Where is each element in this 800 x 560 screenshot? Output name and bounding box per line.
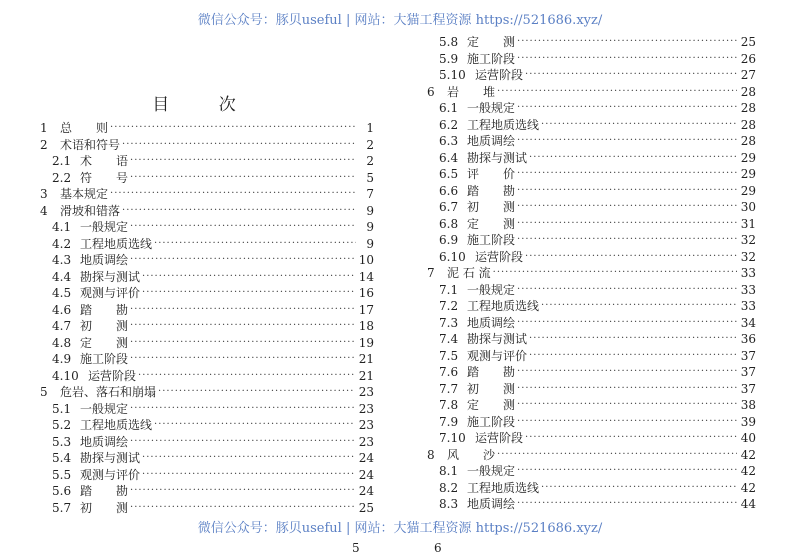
toc-entry-number: 5.5 [52, 467, 72, 482]
toc-entry-label: 观测与评价 [80, 467, 141, 482]
toc-entry-number: 4 [40, 203, 48, 218]
toc-entry-page: 27 [740, 68, 756, 83]
toc-entry-page: 28 [740, 117, 756, 132]
toc-title: 目 次 [152, 95, 258, 115]
toc-entry-number: 4.3 [52, 253, 72, 268]
toc-entry-label: 地质调绘 [467, 315, 516, 330]
toc-entry-page: 28 [740, 134, 756, 149]
dot-leader [142, 285, 355, 301]
toc-entry[interactable] [40, 285, 374, 302]
toc-entry-label: 初 测 [467, 381, 516, 396]
toc-entry-page: 37 [740, 348, 756, 363]
toc-entry-number: 4.10 [52, 368, 79, 383]
toc-entry-number: 1 [40, 121, 48, 136]
toc-entry-number: 5.2 [52, 418, 72, 433]
toc-entry-label: 初 测 [80, 319, 129, 334]
toc-entry-number: 7.4 [439, 332, 459, 347]
dot-leader [517, 216, 737, 232]
toc-entry-page: 37 [740, 365, 756, 380]
toc-entry-label: 工程地质选线 [467, 117, 540, 132]
toc-entry-number: 7.6 [439, 365, 459, 380]
toc-entry-label: 泥 石 流 [447, 266, 491, 281]
toc-entry-page: 9 [366, 220, 374, 235]
dot-leader [517, 397, 737, 413]
toc-entry[interactable] [427, 430, 756, 447]
toc-entry-label: 滑坡和错落 [60, 203, 121, 218]
dot-leader [497, 447, 737, 463]
toc-entry-number: 4.5 [52, 286, 72, 301]
toc-entry[interactable] [427, 364, 756, 381]
page-number-right: 6 [434, 541, 442, 555]
toc-entry[interactable] [427, 34, 756, 51]
dot-leader [110, 186, 356, 202]
dot-leader [541, 480, 737, 496]
toc-entry[interactable] [40, 467, 374, 484]
toc-entry-page: 23 [358, 385, 374, 400]
dot-leader [142, 467, 355, 483]
toc-entry-number: 8.2 [439, 480, 459, 495]
dot-leader [493, 265, 737, 281]
toc-entry[interactable] [427, 282, 756, 299]
toc-entry-number: 7.2 [439, 299, 459, 314]
toc-entry-page: 17 [358, 302, 374, 317]
toc-entry[interactable] [427, 249, 756, 266]
toc-entry[interactable] [427, 67, 756, 84]
toc-entry-label: 运营阶段 [88, 368, 137, 383]
dot-leader [517, 496, 737, 512]
toc-entry-number: 5.7 [52, 500, 72, 515]
toc-entry[interactable] [427, 199, 756, 216]
toc-entry-page: 1 [366, 121, 374, 136]
dot-leader [517, 34, 737, 50]
toc-entry-label: 定 测 [467, 398, 516, 413]
toc-entry[interactable] [427, 84, 756, 101]
dot-leader [130, 170, 356, 186]
toc-entry-number: 7.3 [439, 315, 459, 330]
toc-entry-label: 工程地质选线 [467, 299, 540, 314]
toc-entry[interactable] [427, 183, 756, 200]
toc-entry-number: 2 [40, 137, 48, 152]
toc-entry-page: 16 [358, 286, 374, 301]
toc-entry-label: 施工阶段 [80, 352, 129, 367]
toc-entry[interactable] [40, 252, 374, 269]
toc-entry[interactable] [427, 265, 756, 282]
toc-entry-label: 运营阶段 [475, 249, 524, 264]
toc-entry-number: 6.10 [439, 249, 466, 264]
toc-entry-label: 地质调绘 [80, 434, 129, 449]
toc-entry-number: 4.6 [52, 302, 72, 317]
toc-entry-page: 28 [740, 101, 756, 116]
toc-entry-label: 基本规定 [60, 187, 109, 202]
toc-entry-label: 施工阶段 [467, 414, 516, 429]
dot-leader [130, 252, 355, 268]
toc-entry-label: 施工阶段 [467, 51, 516, 66]
toc-entry-page: 29 [740, 150, 756, 165]
toc-entry-page: 14 [358, 269, 374, 284]
toc-entry-number: 4.7 [52, 319, 72, 334]
toc-entry-page: 39 [740, 414, 756, 429]
toc-entry-page: 25 [358, 500, 374, 515]
dot-leader [130, 483, 355, 499]
toc-entry-number: 6.6 [439, 183, 459, 198]
toc-entry[interactable] [427, 331, 756, 348]
toc-entry-number: 2.1 [52, 154, 72, 169]
dot-leader [529, 348, 737, 364]
toc-entry-number: 7.5 [439, 348, 459, 363]
toc-entry-label: 踏 勘 [80, 302, 129, 317]
toc-entry-number: 4.4 [52, 269, 72, 284]
toc-entry-number: 5.3 [52, 434, 72, 449]
toc-entry-page: 37 [740, 381, 756, 396]
toc-entry[interactable] [40, 170, 374, 187]
toc-right-page [427, 34, 756, 513]
dot-leader [130, 335, 355, 351]
toc-entry-number: 5.6 [52, 484, 72, 499]
dot-leader [525, 430, 737, 446]
toc-entry-label: 危岩、落石和崩塌 [60, 385, 157, 400]
toc-entry[interactable] [427, 100, 756, 117]
toc-entry-number: 6.8 [439, 216, 459, 231]
dot-leader [517, 133, 737, 149]
toc-entry[interactable] [40, 500, 374, 517]
toc-entry-page: 21 [358, 368, 374, 383]
watermark-top: 微信公众号：豚贝useful | 网站：大猫工程资源 https://521686.xyz/ [197, 13, 603, 28]
dot-leader [130, 351, 355, 367]
toc-entry[interactable] [427, 232, 756, 249]
dot-leader [138, 368, 355, 384]
toc-entry-label: 术 语 [80, 154, 129, 169]
toc-entry[interactable] [427, 51, 756, 68]
toc-entry-page: 24 [358, 467, 374, 482]
toc-entry[interactable] [427, 447, 756, 464]
toc-entry-number: 4.1 [52, 220, 72, 235]
toc-entry-label: 勘探与测试 [80, 269, 141, 284]
toc-entry-page: 24 [358, 451, 374, 466]
toc-entry-page: 36 [740, 332, 756, 347]
dot-leader [130, 219, 356, 235]
dot-leader [517, 199, 737, 215]
toc-entry-page: 31 [740, 216, 756, 231]
toc-entry-label: 勘探与测试 [467, 332, 528, 347]
dot-leader [130, 401, 355, 417]
toc-entry-page: 23 [358, 434, 374, 449]
toc-entry-page: 25 [740, 35, 756, 50]
dot-leader [130, 302, 355, 318]
dot-leader [541, 298, 737, 314]
toc-entry-number: 7.10 [439, 431, 466, 446]
toc-entry-page: 42 [740, 464, 756, 479]
toc-entry[interactable] [427, 414, 756, 431]
toc-entry-number: 5.8 [439, 35, 459, 50]
dot-leader [154, 417, 355, 433]
toc-entry-number: 3 [40, 187, 48, 202]
toc-entry-label: 踏 勘 [80, 484, 129, 499]
toc-entry[interactable] [427, 166, 756, 183]
toc-entry-label: 评 价 [467, 167, 516, 182]
toc-entry-number: 7.9 [439, 414, 459, 429]
toc-entry-page: 40 [740, 431, 756, 446]
toc-entry-page: 18 [358, 319, 374, 334]
toc-entry-page: 32 [740, 233, 756, 248]
toc-entry-page: 24 [358, 484, 374, 499]
toc-entry[interactable] [40, 483, 374, 500]
toc-entry-number: 5.10 [439, 68, 466, 83]
toc-entry-number: 7.1 [439, 282, 459, 297]
toc-entry-number: 8 [427, 447, 435, 462]
toc-entry-page: 5 [366, 170, 374, 185]
dot-leader [517, 364, 737, 380]
toc-entry-page: 26 [740, 51, 756, 66]
toc-entry-label: 一般规定 [467, 282, 516, 297]
toc-entry-label: 勘探与测试 [467, 150, 528, 165]
toc-entry-number: 6.5 [439, 167, 459, 182]
dot-leader [517, 166, 737, 182]
toc-entry-label: 地质调绘 [467, 134, 516, 149]
toc-entry-label: 运营阶段 [475, 68, 524, 83]
toc-entry-page: 9 [366, 236, 374, 251]
toc-entry[interactable] [40, 120, 374, 137]
watermark-bottom: 微信公众号：豚贝useful | 网站：大猫工程资源 https://521686.xyz/ [197, 521, 603, 536]
toc-entry-page: 33 [740, 266, 756, 281]
toc-entry[interactable] [40, 186, 374, 203]
toc-entry-label: 地质调绘 [80, 253, 129, 268]
toc-entry-label: 地质调绘 [467, 497, 516, 512]
toc-entry-label: 运营阶段 [475, 431, 524, 446]
toc-entry-page: 23 [358, 401, 374, 416]
toc-entry-label: 观测与评价 [467, 348, 528, 363]
toc-entry[interactable] [40, 137, 374, 154]
toc-entry-number: 5.4 [52, 451, 72, 466]
toc-entry-label: 一般规定 [467, 464, 516, 479]
page-number-left: 5 [352, 541, 360, 555]
dot-leader [158, 384, 355, 400]
toc-entry-page: 9 [366, 203, 374, 218]
toc-entry[interactable] [427, 381, 756, 398]
toc-entry-page: 44 [740, 497, 756, 512]
toc-entry-label: 一般规定 [80, 220, 129, 235]
toc-entry[interactable] [427, 463, 756, 480]
toc-entry-label: 踏 勘 [467, 365, 516, 380]
toc-entry-page: 30 [740, 200, 756, 215]
toc-entry[interactable] [40, 203, 374, 220]
toc-entry[interactable] [40, 417, 374, 434]
toc-entry-number: 2.2 [52, 170, 72, 185]
dot-leader [529, 150, 737, 166]
toc-entry-label: 定 测 [467, 35, 516, 50]
toc-entry-number: 4.2 [52, 236, 72, 251]
dot-leader [142, 269, 355, 285]
toc-entry-label: 定 测 [80, 335, 129, 350]
toc-entry-page: 38 [740, 398, 756, 413]
toc-entry-number: 6.4 [439, 150, 459, 165]
toc-entry-page: 7 [366, 187, 374, 202]
toc-entry-number: 5 [40, 385, 48, 400]
toc-entry-number: 8.1 [439, 464, 459, 479]
toc-entry-label: 总 则 [60, 121, 109, 136]
toc-entry[interactable] [427, 298, 756, 315]
toc-entry[interactable] [427, 397, 756, 414]
toc-entry[interactable] [427, 216, 756, 233]
dot-leader [517, 183, 737, 199]
toc-entry-label: 岩 堆 [447, 84, 496, 99]
toc-entry[interactable] [427, 150, 756, 167]
toc-entry-number: 7.7 [439, 381, 459, 396]
toc-entry[interactable] [40, 302, 374, 319]
toc-entry-number: 6.7 [439, 200, 459, 215]
dot-leader [122, 203, 356, 219]
toc-entry[interactable] [40, 335, 374, 352]
toc-entry-page: 32 [740, 249, 756, 264]
toc-entry[interactable] [40, 401, 374, 418]
toc-entry-number: 5.1 [52, 401, 72, 416]
toc-entry-label: 符 号 [80, 170, 129, 185]
toc-entry-number: 5.9 [439, 51, 459, 66]
toc-entry-label: 工程地质选线 [80, 418, 153, 433]
dot-leader [130, 434, 355, 450]
toc-entry-page: 42 [740, 480, 756, 495]
toc-entry-number: 8.3 [439, 497, 459, 512]
toc-entry-page: 29 [740, 167, 756, 182]
toc-entry-label: 观测与评价 [80, 286, 141, 301]
toc-entry-label: 术语和符号 [60, 137, 121, 152]
dot-leader [122, 137, 356, 153]
toc-entry-number: 6.2 [439, 117, 459, 132]
toc-entry-label: 施工阶段 [467, 233, 516, 248]
toc-entry[interactable] [40, 384, 374, 401]
toc-entry-label: 定 测 [467, 216, 516, 231]
toc-entry-page: 23 [358, 418, 374, 433]
toc-entry-page: 42 [740, 447, 756, 462]
toc-entry-number: 6.9 [439, 233, 459, 248]
toc-entry-number: 6 [427, 84, 435, 99]
toc-entry[interactable] [427, 133, 756, 150]
toc-entry[interactable] [40, 434, 374, 451]
toc-entry[interactable] [427, 117, 756, 134]
dot-leader [497, 84, 737, 100]
toc-entry-page: 34 [740, 315, 756, 330]
toc-entry-number: 7.8 [439, 398, 459, 413]
toc-entry[interactable] [40, 351, 374, 368]
toc-entry-label: 风 沙 [447, 447, 496, 462]
dot-leader [517, 232, 737, 248]
dot-leader [110, 120, 356, 136]
dot-leader [529, 331, 737, 347]
dot-leader [130, 500, 355, 516]
toc-entry[interactable] [427, 315, 756, 332]
toc-entry-page: 21 [358, 352, 374, 367]
toc-entry-number: 4.9 [52, 352, 72, 367]
toc-entry[interactable] [40, 153, 374, 170]
dot-leader [517, 282, 737, 298]
toc-entry[interactable] [40, 318, 374, 335]
dot-leader [541, 117, 737, 133]
toc-entry-number: 7 [427, 266, 435, 281]
dot-leader [517, 381, 737, 397]
toc-entry-page: 33 [740, 282, 756, 297]
toc-entry[interactable] [40, 450, 374, 467]
dot-leader [517, 463, 737, 479]
toc-entry[interactable] [40, 219, 374, 236]
dot-leader [517, 100, 737, 116]
toc-entry-number: 6.1 [439, 101, 459, 116]
toc-entry-label: 勘探与测试 [80, 451, 141, 466]
toc-entry-page: 2 [366, 137, 374, 152]
dot-leader [130, 318, 355, 334]
toc-entry[interactable] [427, 496, 756, 513]
toc-entry-page: 2 [366, 154, 374, 169]
dot-leader [154, 236, 356, 252]
toc-entry[interactable] [40, 236, 374, 253]
toc-entry-label: 初 测 [80, 500, 129, 515]
toc-entry-page: 29 [740, 183, 756, 198]
toc-entry[interactable] [427, 480, 756, 497]
toc-left-page [40, 120, 374, 516]
toc-entry-number: 4.8 [52, 335, 72, 350]
dot-leader [517, 414, 737, 430]
toc-entry-label: 初 测 [467, 200, 516, 215]
toc-entry-page: 10 [358, 253, 374, 268]
toc-entry-label: 工程地质选线 [80, 236, 153, 251]
toc-entry-label: 工程地质选线 [467, 480, 540, 495]
toc-entry-page: 19 [358, 335, 374, 350]
toc-entry-label: 一般规定 [467, 101, 516, 116]
toc-entry[interactable] [427, 348, 756, 365]
dot-leader [525, 249, 737, 265]
dot-leader [525, 67, 737, 83]
toc-entry[interactable] [40, 368, 374, 385]
toc-entry-label: 踏 勘 [467, 183, 516, 198]
toc-entry[interactable] [40, 269, 374, 286]
dot-leader [517, 315, 737, 331]
toc-entry-page: 33 [740, 299, 756, 314]
toc-entry-label: 一般规定 [80, 401, 129, 416]
toc-entry-number: 6.3 [439, 134, 459, 149]
dot-leader [142, 450, 355, 466]
dot-leader [130, 153, 356, 169]
toc-entry-page: 28 [740, 84, 756, 99]
dot-leader [517, 51, 737, 67]
